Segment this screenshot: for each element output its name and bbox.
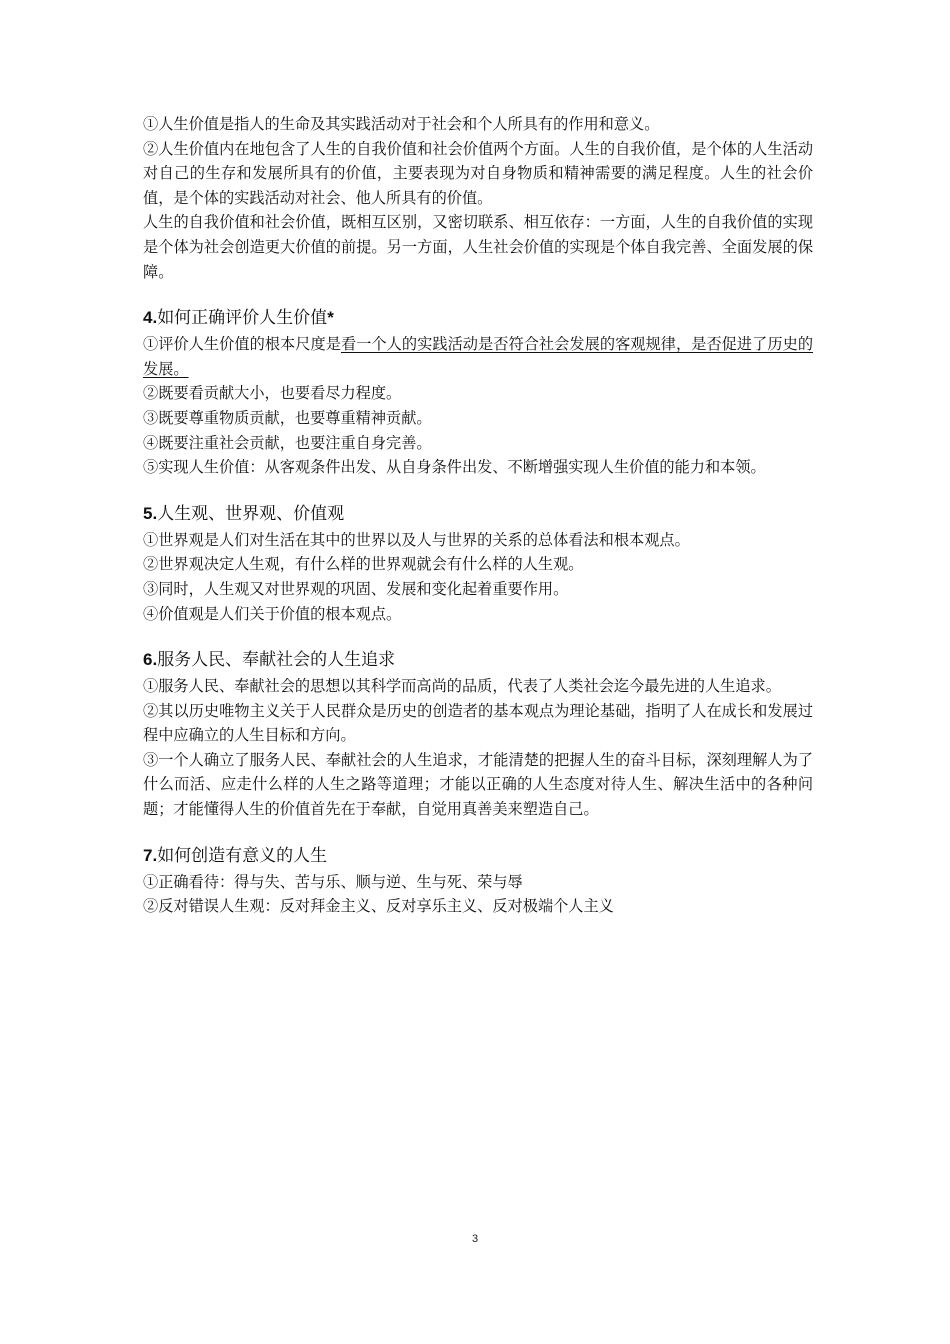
intro-paragraph-3: 人生的自我价值和社会价值，既相互区别，又密切联系、相互依存：一方面，人生的自我价值的实现是个体为社会创造更大价值的前提。另一方面，人生社会价值的实现是个体自我完善、全面发展的保障。 bbox=[143, 213, 813, 281]
intro-paragraph-2: ②人生价值内在地包含了人生的自我价值和社会价值两个方面。人生的自我价值，是个体的人生活动对自己的生存和发展所具有的价值，主要表现为对自身物质和精神需要的满足程度。人生的社会价值，是个体的实践活动对社会、他人所具有的价值。 bbox=[143, 139, 813, 207]
section-6-item-2: ②其以历史唯物主义关于人民群众是历史的创造者的基本观点为理论基础，指明了人在成长和发展过程中应确立的人生目标和方向。 bbox=[143, 701, 813, 745]
section-5-item-3: ③同时，人生观又对世界观的巩固、发展和变化起着重要作用。 bbox=[143, 579, 569, 598]
section-4-item-1-underlined: 看一个人的实践活动是否符合社会发展的客观规律，是否促进了历史的发展。 bbox=[143, 335, 814, 378]
section-5-number: 5. bbox=[143, 503, 158, 523]
section-5-heading bbox=[143, 501, 813, 527]
section-6-title: 服务人民、奉献社会的人生追求 bbox=[157, 650, 396, 671]
section-6-item-3: ③一个人确立了服务人民、奉献社会的人生追求，才能清楚的把握人生的奋斗目标，深刻理解人为了什么而活、应走什么样的人生之路等道理；才能以正确的人生态度对待人生、解决生活中的各种问题；才能懂得人生的价值首先在于奉献，自觉用真善美来塑造自己。 bbox=[143, 750, 813, 819]
section-4-item-2: ②既要看贡献大小，也要看尽力程度。 bbox=[143, 384, 402, 403]
intro-paragraph-1: ①人生价值是指人的生命及其实践活动对于社会和个人所具有的作用和意义。 bbox=[143, 115, 660, 133]
section-7-number: 7. bbox=[143, 845, 158, 865]
page-number: 3 bbox=[471, 1233, 479, 1245]
section-4-item-3: ③既要尊重物质贡献，也要尊重精神贡献。 bbox=[143, 408, 432, 427]
section-4-title: 如何正确评价人生价值 bbox=[157, 308, 328, 329]
section-4-item-1-prefix: ①评价人生价值的根本尺度是 bbox=[143, 335, 341, 354]
section-5-item-4: ④价值观是人们关于价值的根本观点。 bbox=[143, 604, 402, 623]
section-7-item-1: ①正确看待：得与失、苦与乐、顺与逆、生与死、荣与辱 bbox=[143, 872, 523, 891]
section-4-heading bbox=[143, 305, 813, 331]
section-7-heading bbox=[143, 843, 813, 869]
section-4-number: 4. bbox=[143, 308, 158, 328]
section-5-item-2: ②世界观决定人生观，有什么样的世界观就会有什么样的人生观。 bbox=[143, 555, 584, 574]
section-4-star: * bbox=[327, 308, 334, 328]
document-body bbox=[143, 112, 813, 919]
section-5-title: 人生观、世界观、价值观 bbox=[157, 503, 345, 524]
section-4-item-1 bbox=[143, 332, 813, 381]
section-5-item-1: ①世界观是人们对生活在其中的世界以及人与世界的关系的总体看法和根本观点。 bbox=[143, 530, 690, 549]
section-7-item-2: ②反对错误人生观：反对拜金主义、反对享乐主义、反对极端个人主义 bbox=[143, 897, 614, 916]
section-6-item-1: ①服务人民、奉献社会的思想以其科学而高尚的品质，代表了人类社会迄今最先进的人生追求。 bbox=[143, 677, 781, 696]
section-6-number: 6. bbox=[143, 650, 158, 670]
section-4-item-5: ⑤实现人生价值：从客观条件出发、从自身条件出发、不断增强实现人生价值的能力和本领。 bbox=[143, 458, 766, 477]
section-4-item-4: ④既要注重社会贡献，也要注重自身完善。 bbox=[143, 433, 432, 452]
section-6-heading bbox=[143, 647, 813, 673]
section-7-title: 如何创造有意义的人生 bbox=[157, 845, 328, 866]
